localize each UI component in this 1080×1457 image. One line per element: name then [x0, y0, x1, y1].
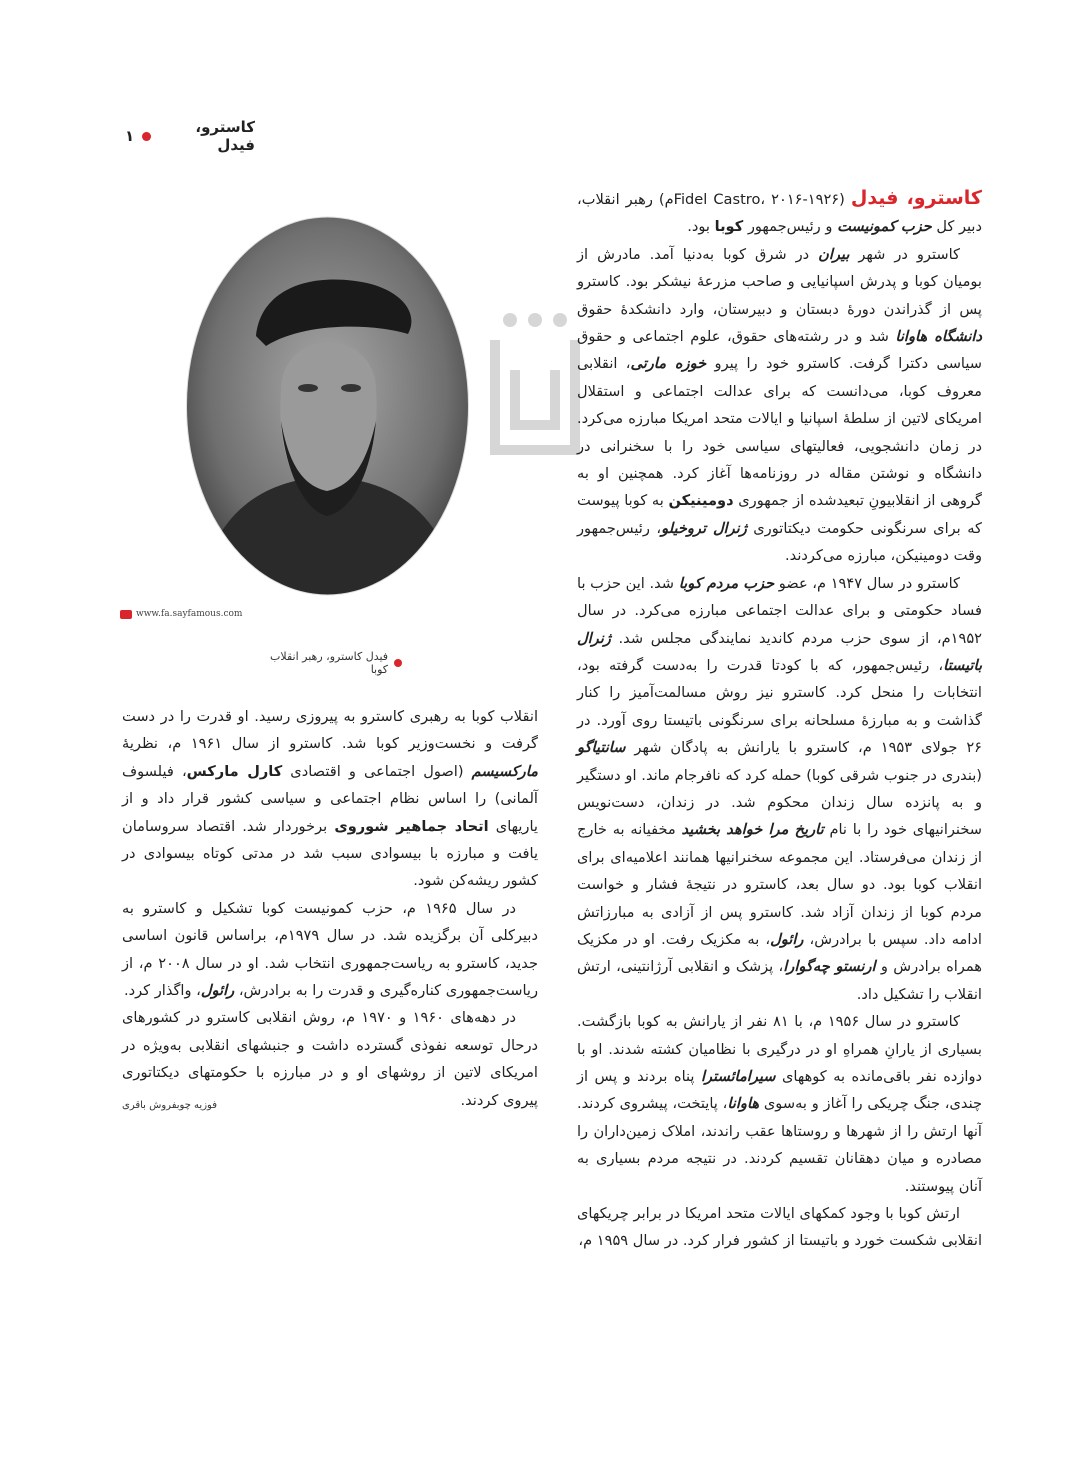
emphasis: دانشگاه هاوانا	[895, 328, 982, 346]
text-run: شد و در رشته‌های حقوق، علوم اجتماعی و حقوق سیاسی دکترا گرفت. کاسترو خود را پیرو	[577, 328, 983, 373]
emphasis: اتحاد جماهیر شوروی	[334, 817, 489, 835]
photo-caption-text: فیدل کاسترو، رهبر انقلاب کوبا	[270, 650, 389, 676]
text-run: ، رئیس‌جمهور وقت دومینیکن، مبارزه می‌کردند.	[577, 519, 982, 565]
emphasis: ژنرال باتیستا	[577, 629, 982, 674]
emphasis: سانتیاگو	[577, 739, 626, 757]
emphasis: خوزه مارتی	[630, 355, 707, 373]
text-run: ، واگذار کرد.	[123, 982, 201, 1000]
emphasis: هاوانا	[727, 1095, 760, 1113]
text-run: (Fidel Castro، ۲۰۱۶-۱۹۲۶م) رهبر انقلاب، دبیر کل	[577, 191, 982, 236]
text-run: برخوردار شد. اقتصاد سروسامان یافت و مبارزه با بیسوادی سبب شد در مدتی کوتاه بیسوادی در کشور ریشه‌کن شود.	[122, 817, 538, 890]
bullet-dot-icon	[394, 659, 402, 667]
emphasis: دومینیکن	[668, 492, 734, 510]
photo-caption	[250, 650, 402, 676]
portrait-photo	[186, 216, 469, 596]
text-run: (بندری در جنوب شرقی کوبا) حمله کرد که نافرجام ماند. او دستگیر و به پانزده سال زندان محکوم شد. در زندان، دست‌نویس سخنرانیهای خود را با نام	[577, 766, 982, 839]
text-run: ، انقلابی معروف کوبا، می‌دانست که برای عدالت اجتماعی و استقلال امریکای لاتین از سلطهٔ اسپانیا و ایالات متحد امریکا مبارزه می‌کرد. در زمان دانشجویی، فعالیتهای سیاسی خود را با سخنرانی در دانشگاه و نوشتن مقاله در روزنامه‌ها آغاز کرد. همچنین او به گروهی از انقلابیونِ تبعیدشده از جمهوری	[577, 355, 982, 510]
emphasis: مارکسیسم	[471, 762, 538, 780]
text-run: شد. این حزب با فساد حکومتی و برای عدالت اجتماعی مبارزه می‌کرد. در سال ۱۹۵۲م، از سوی حزب مردم کاندید نمایندگی مجلس شد.	[577, 574, 982, 647]
emphasis: بیران	[818, 245, 850, 263]
camera-icon	[120, 610, 132, 619]
emphasis: رائول	[200, 982, 235, 1000]
emphasis: کارل مارکس	[186, 762, 283, 780]
text-run: ، رئیس‌جمهور، که با کودتا قدرت را به‌دست گرفته بود، انتخابات را منحل کرد. کاسترو نیز روش مسالمت‌آمیز را کنار گذاشت و به مبارزهٔ مسلحانه برای سرنگونی باتیستا روی آورد. در ۲۶ جولای ۱۹۵۳ م، کاسترو با یارانش به پادگان شهر	[577, 656, 982, 757]
emphasis: رائول	[770, 930, 804, 948]
text-run: ، پزشک و انقلابی آرژانتینی، ارتش انقلاب را تشکیل داد.	[577, 958, 982, 1003]
text-run: در شرق کوبا به‌دنیا آمد. مادرش از بومیان کوبا و پدرش اسپانیایی و صاحب مزرعهٔ نیشکر بود. کاسترو پس از گذراندن دورهٔ دبستان و دبیرستان، وارد دانشکدهٔ حقوق	[577, 245, 982, 318]
header-title: کاسترو، فیدل	[195, 118, 255, 154]
emphasis: تاریخ مرا خواهد بخشید	[681, 821, 824, 839]
emphasis: حزب کمونیست	[837, 218, 932, 236]
article-paragraph	[577, 1008, 982, 1200]
article-left-column	[122, 703, 538, 1114]
article-paragraph	[577, 185, 982, 241]
text-run: مخفیانه به خارج از زندان می‌فرستاد. این مجموعه سخنرانیها همانند اعلامیه‌ای برای انقلاب کوبا بود. دو سال بعد، کاسترو در نتیجهٔ فشار و خواست مردم کوبا از زندان آزاد شد. کاسترو پس از آزادی به مبارزاتش ادامه داد. سپس با برادرش،	[577, 821, 982, 948]
article-title: کاسترو، فیدل	[850, 187, 982, 209]
emphasis: ارنستو چه‌گوارا	[783, 958, 876, 976]
article-paragraph	[122, 895, 538, 1005]
page-number: ۱	[125, 127, 135, 145]
text-run: پناه بردند و پس از چندی، جنگ چریکی را آغاز و به‌سوی	[577, 1068, 982, 1113]
bullet-dot-icon	[142, 132, 150, 141]
text-run: انقلاب کوبا به رهبری کاسترو به پیروزی رسید. او قدرت را در دست گرفت و نخست‌وزیر کوبا شد. کاسترو از سال ۱۹۶۱ م، نظریهٔ	[122, 708, 538, 753]
article-right-column	[577, 185, 982, 1255]
article-paragraph	[577, 241, 982, 570]
text-run: ، به مکزیک رفت. او در مکزیک همراه برادرش و	[577, 930, 982, 976]
text-run: و رئیس‌جمهور	[743, 218, 838, 236]
watermark-logo	[480, 300, 590, 500]
emphasis: ژنرال تروخیلو	[661, 519, 747, 537]
article-paragraph: در دهه‌های ۱۹۶۰ و ۱۹۷۰ م، روش انقلابی کاسترو در کشورهای درحال توسعه نفوذی گسترده داشت و جنبشهای انقلابی به‌ویژه در امریکای لاتین از روشهای او و در مبارزه با حکومتهای دیکتاتوری پیروی کردند.	[122, 1009, 538, 1109]
emphasis: کوبا	[714, 218, 744, 236]
photo-credit	[120, 609, 242, 619]
text-run: کاسترو در سال ۱۹۴۷ م، عضو	[774, 574, 960, 592]
author-name: فوزیه چوبفروش باقری	[122, 1100, 217, 1111]
article-paragraph: ارتش کوبا با وجود کمکهای ایالات متحد امریکا در برابر چریکهای انقلابی شکست خورد و باتیستا از کشور فرار کرد. در سال ۱۹۵۹ م،	[577, 1205, 982, 1250]
running-header	[125, 118, 255, 154]
photo-credit-text: www.fa.sayfamous.com	[136, 609, 243, 619]
text-run: بود.	[687, 218, 715, 236]
article-paragraph	[577, 570, 982, 1009]
article-paragraph	[122, 703, 538, 895]
text-run: ، پایتخت، پیشروی کردند. آنها ارتش را از شهرها و روستاها عقب راندند، املاک زمین‌داران را مصادره و میان دهقانان تقسیم کردند. در نتیجه مردم بسیاری به آنان پیوستند.	[577, 1095, 982, 1195]
text-run: در سال ۱۹۶۵ م، حزب کمونیست کوبا تشکیل و کاسترو به دبیرکلی آن برگزیده شد. در سال ۱۹۷۹م، براساس قانون اساسی جدید، کاسترو به ریاست‌جمهوری انتخاب شد. او در سال ۲۰۰۸ م، از ریاست‌جمهوری کناره‌گیری و قدرت را به برادرش،	[122, 899, 538, 1000]
text-run: کاسترو در شهر	[849, 245, 960, 263]
emphasis: سیرامائسترا	[700, 1068, 776, 1085]
text-run: کاسترو در سال ۱۹۵۶ م، با ۸۱ نفر از یارانش به کوبا بازگشت. بسیاری از یارانِ همراهِ او در درگیری با نظامیان کشته شدند. او با دوازده نفر باقی‌مانده به کوههای	[577, 1013, 982, 1085]
text-run: (اصول اجتماعی و اقتصادی	[282, 762, 472, 780]
text-run: ، فیلسوف آلمانی) را اساس نظام اجتماعی و سیاسی کشور قرار داد و از یاریهای	[122, 762, 538, 835]
text-run: به کوبا پیوست که برای سرنگونی حکومت دیکتاتوری	[577, 492, 982, 537]
emphasis: حزب مردم کوبا	[678, 574, 775, 592]
